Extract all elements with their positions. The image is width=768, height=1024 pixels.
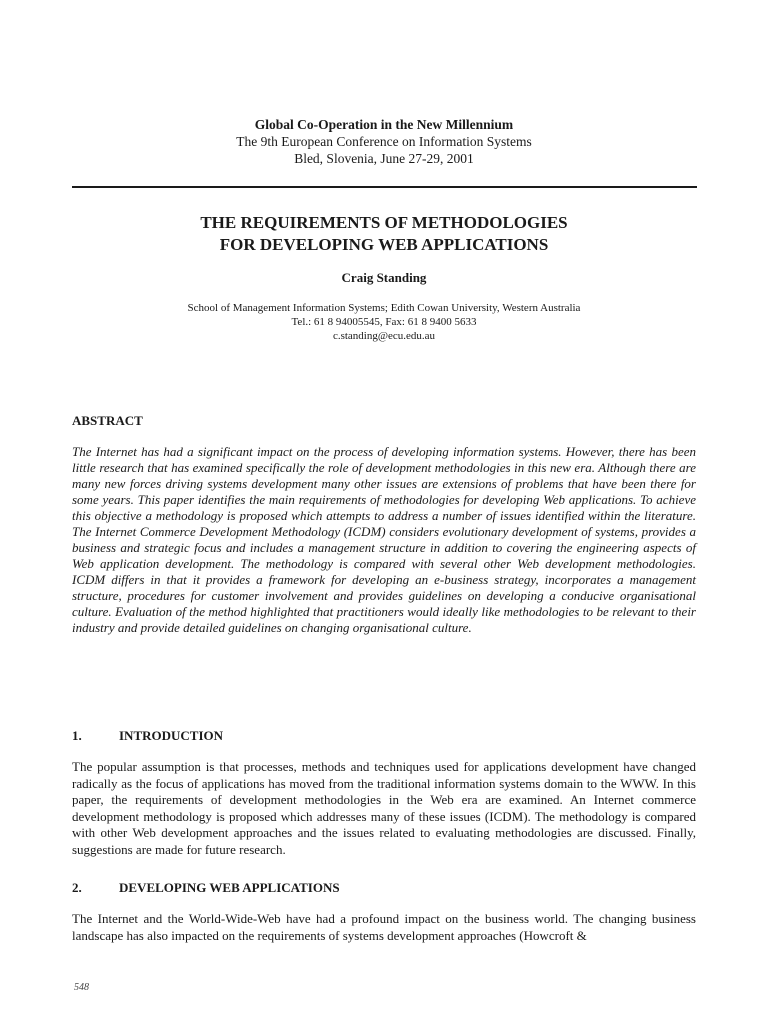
section-title: INTRODUCTION [119,728,224,743]
section-title: DEVELOPING WEB APPLICATIONS [119,880,340,895]
header-divider [72,186,697,188]
paper-title [72,212,696,256]
page-number: 548 [74,982,89,993]
section-heading-developing-web-applications [72,880,340,896]
section-number: 1. [72,728,82,743]
abstract-heading: ABSTRACT [72,413,143,428]
conference-subtitle: The 9th European Conference on Information Systems [236,134,532,149]
author-phone: Tel.: 61 8 94005545, Fax: 61 8 9400 5633 [291,316,477,328]
section-number: 2. [72,880,82,895]
conference-header [72,116,696,167]
abstract-text: The Internet has had a significant impact on the process of developing information systems. However, there has been little research that has examined specifically the role of development methodologies in this new era. Although there are many new forces driving systems development many other issues are extensions of problems that have been there for some years. This paper identifies the main requirements of methodologies for developing Web applications. To achieve this objective a methodology is proposed which attempts to address a number of issues identified within the literature. The Internet Commerce Development Methodology (ICDM) considers evolutionary development of systems, provides a business and strategic focus and includes a management structure in addition to covering the engineering aspects of Web application development. The methodology is compared with several other Web development methodologies. ICDM differs in that it provides a framework for developing an e-business strategy, incorporates a management structure, procedures for customer involvement and provides guidelines on developing a conducive organisational culture. Evaluation of the method highlighted that practitioners would ideally like methodologies to be relevant to their industry and provide detailed guidelines on changing organisational culture. [72,444,696,635]
paper-title-line-1: THE REQUIREMENTS OF METHODOLOGIES [200,213,568,232]
author-affiliation-block [72,301,696,343]
introduction-paragraph: The popular assumption is that processes, methods and techniques used for applications development have changed radically as the focus of applications has moved from the traditional information systems domain to the WWW. In this paper, the requirements of development methodologies in the Web era are examined. An Internet commerce development methodology is proposed which addresses many of these issues (ICDM). The methodology is compared with other Web development approaches and the issues related to evaluating methodologies are discussed. Finally, suggestions are made for future research. [72,759,696,857]
author-affiliation: School of Management Information Systems; Edith Cowan University, Western Australia [187,302,581,314]
conference-title: Global Co-Operation in the New Millennium [254,117,514,132]
author-name: Craig Standing [341,270,427,285]
author-email: c.standing@ecu.edu.au [332,330,436,342]
conference-location: Bled, Slovenia, June 27-29, 2001 [294,151,474,166]
paper-title-line-2: FOR DEVELOPING WEB APPLICATIONS [219,235,549,254]
section-heading-introduction [72,728,223,744]
developing-web-applications-paragraph: The Internet and the World-Wide-Web have had a profound impact on the business world. The changing business landscape has also impacted on the requirements of systems development approaches (Howcroft & [72,911,696,943]
